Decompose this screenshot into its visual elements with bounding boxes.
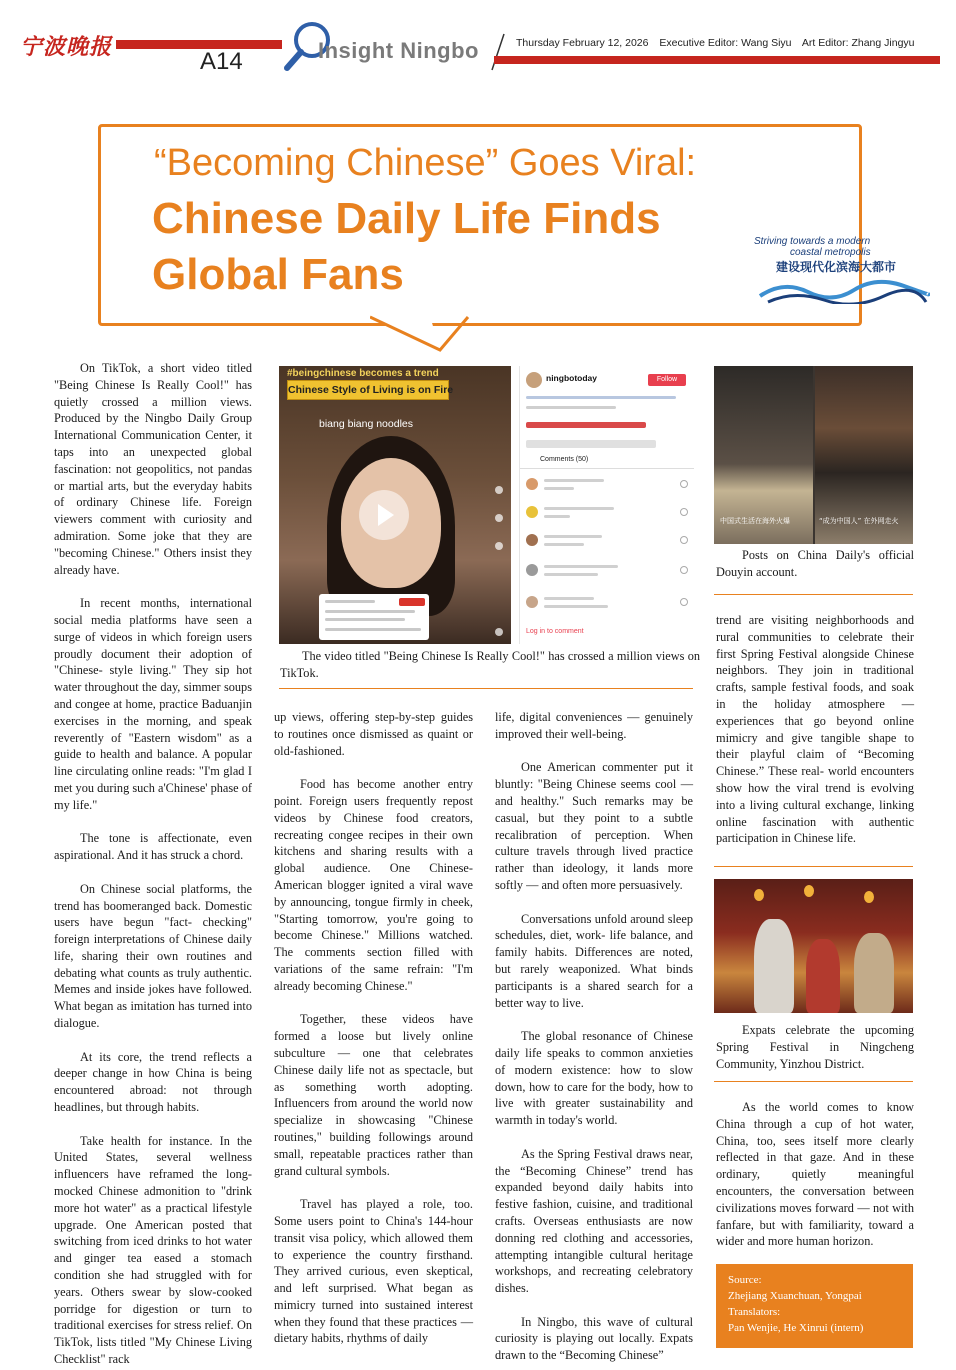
section-divider-slash bbox=[488, 32, 508, 72]
source-credits-box bbox=[716, 1264, 913, 1348]
video-hashtag: #beingchinese becomes a trend bbox=[287, 368, 439, 379]
headline-title-line1: Chinese Daily Life Finds bbox=[152, 194, 661, 243]
headline-kicker: “Becoming Chinese” Goes Viral: bbox=[154, 142, 697, 184]
spring-festival-caption: Expats celebrate the upcoming Spring Festival in Ningcheng Community, Yinzhou District. bbox=[716, 1023, 914, 1071]
paragraph: One American commenter put it bluntly: "Being Chinese seems cool — and healthy." Such remarks may be casual, but they point to a subtle recalibration of perception. When culture travels through lived practice rather than ideology, it lands more softly — and often more persuasively. bbox=[495, 760, 693, 892]
newspaper-logo: 宁波晚报 bbox=[16, 30, 116, 61]
paragraph: Travel has played a role, too. Some users point to China's 144-hour transit visa policy, which allowed them to experience the country firsthand. They arrived curious, even skeptical, and left surprised. What began as mimicry turned into sustained interest when they found that these practices — dietary habits, rhythms of daily bbox=[274, 1197, 473, 1346]
main-photo-caption: The video titled "Being Chinese Is Really Cool!" has crossed a million views on TikTok. bbox=[280, 649, 700, 680]
douyin-photo-caption: Posts on China Daily's official Douyin account. bbox=[716, 548, 914, 579]
douyin-post-right bbox=[815, 366, 913, 544]
video-subtitle: biang biang noodles bbox=[319, 418, 413, 430]
article-column-4-top bbox=[716, 612, 914, 847]
paragraph: In recent months, international social media platforms have seen a surge of videos in which foreign users proudly document their adoption of "Chinese- style living." They sip hot water throughout the day, simmer soups and congee at home, practice Baduanjin exercises in the morning, and speak reverently of "Eastern wisdom" as a guide to health and balance. A popular line circulating online reads: "I'm glad I met you during such a'Chinese' phase of my life." bbox=[54, 596, 252, 812]
slogan-chinese: 建设现代化滨海大都市 bbox=[776, 260, 897, 274]
article-column-3 bbox=[495, 709, 693, 1364]
card-follow-button bbox=[399, 598, 425, 606]
source-label: Source: bbox=[728, 1274, 762, 1286]
paragraph: The global resonance of Chinese daily life speaks to common anxieties of modern existence: how to slow down, how to care for the body, how to live with greater sustainability and warmth in today's world. bbox=[495, 1029, 693, 1128]
article-column-1 bbox=[54, 360, 252, 1368]
douyin-post-left-caption: 中国式生活在海外火爆 bbox=[720, 517, 790, 525]
paragraph: On Chinese social platforms, the trend has boomeranged back. Domestic users have begun "fact- checking" foreign interpretations of Chinese daily life, sharing their own routines and debating what counts as truly authentic. Memes and inside jokes have followed. What began as imitation has turned into dialogue. bbox=[54, 881, 252, 1031]
account-avatar bbox=[526, 372, 542, 388]
issue-date: Thursday February 12, 2026 bbox=[516, 37, 649, 49]
article-column-4-bottom bbox=[716, 1099, 914, 1250]
paragraph: As the world comes to know China through a cup of hot water, China, too, sees itself more clearly reflected in that gaze. And in these ordinary, quietly meaningful encounters, the conversation between civilizations moves forward — not with fanfare, but with familiarity, toward a wider and more human horizon. bbox=[716, 1100, 914, 1249]
paragraph: Food has become another entry point. Foreign users frequently repost videos by Chinese food creators, recreating congee recipes in their own kitchens and sharing results with a global audience. One Chinese- American blogger ignited a viral wave by announcing, tongue firmly in cheek, "Starting tomorrow, you're going to become Chinese." Millions watched. The comments section filled with variations of the same refrain: "I'm already becoming Chinese." bbox=[274, 777, 473, 993]
executive-editor: Executive Editor: Wang Siyu bbox=[659, 37, 792, 49]
paragraph: Together, these videos have formed a loose but lively online subculture — one that celebrates Chinese daily life not as spectacle, but as something worth adopting. Influencers from around the world now specialize in showcasing "Chinese routines," building followings around small, repeatable practices rather than grand cultural symbols. bbox=[274, 1012, 473, 1178]
page-number: A14 bbox=[200, 48, 243, 75]
tiktok-video-frame[interactable] bbox=[279, 366, 511, 644]
comment-row bbox=[526, 476, 688, 498]
translators-label: Translators: bbox=[728, 1306, 781, 1318]
right-rule-1 bbox=[714, 594, 913, 595]
video-comment-card bbox=[319, 594, 429, 640]
comment-row bbox=[526, 504, 688, 526]
section-title: Insight Ningbo bbox=[318, 38, 479, 63]
masthead bbox=[16, 28, 194, 62]
paragraph: In Ningbo, this wave of cultural curiosity is playing out locally. Expats drawn to the “Becoming Chinese” bbox=[495, 1314, 693, 1363]
paragraph: trend are visiting neighborhoods and rural communities to celebrate their first Spring Festival alongside Chinese neighbors. They join in traditional crafts, sample festival foods, and soak in the holiday atmosphere — experiences that go beyond online mimicry and give tangible shape to their playful claim of “Becoming Chinese.” These real- world encounters show how the viral trend is evolving into a living cultural exchange, linking online fascination with authentic participation in Chinese life. bbox=[716, 613, 914, 846]
comment-row bbox=[526, 532, 688, 554]
douyin-post-right-caption: “成为中国人” 在外网走火 bbox=[819, 517, 899, 525]
article-column-2 bbox=[274, 709, 473, 1347]
douyin-posts-photo bbox=[714, 366, 913, 544]
caption-rule bbox=[279, 688, 693, 689]
slogan-english-line1: Striving towards a modern bbox=[754, 236, 871, 247]
slogan-badge bbox=[754, 236, 934, 306]
translators-value: Pan Wenjie, He Xinrui (intern) bbox=[728, 1322, 864, 1334]
spring-festival-photo bbox=[714, 879, 913, 1013]
douyin-post-left bbox=[714, 366, 813, 544]
headline-title-line2: Global Fans bbox=[152, 250, 404, 299]
right-rule-2 bbox=[714, 866, 913, 867]
header-red-bar-right bbox=[494, 56, 940, 64]
comments-tabs bbox=[520, 454, 694, 469]
paragraph: At its core, the trend reflects a deeper change in how China is being encountered abroad: not through headlines, but through habits. bbox=[54, 1049, 252, 1115]
comment-row bbox=[526, 594, 688, 616]
paragraph: life, digital conveniences — genuinely improved their well-being. bbox=[495, 710, 693, 741]
paragraph: Take health for instance. In the United States, several wellness influencers have reframed the long-mocked Chinese admonition to "drink more hot water" as a practical lifestyle upgrade. One American posted that switching from iced drinks to hot water and ginger tea eased a stomach condition she had struggled with for years. Others swear by slow-cooked porridge for digestion or turn to traditional exercises for stress relief. On TikTok, lists titled "My Chinese Living Checklist" rack bbox=[54, 1133, 252, 1367]
paragraph: up views, offering step-by-step guides to routines once dismissed as quaint or old-fashioned. bbox=[274, 710, 473, 758]
wave-icon bbox=[754, 274, 930, 304]
comments-tab[interactable]: Comments (50) bbox=[540, 456, 589, 463]
video-banner: Chinese Style of Living is on Fire bbox=[287, 380, 449, 400]
main-photo bbox=[279, 366, 693, 644]
paragraph: As the Spring Festival draws near, the “Becoming Chinese” trend has expanded beyond daily habits into festive fashion, cuisine, and traditional crafts. Overseas enthusiasts are now donning red clothing and accessories, attempting intangible cultural heritage workshops, and recreating celebratory dishes. bbox=[495, 1146, 693, 1296]
paragraph: On TikTok, a short video titled "Being Chinese Is Really Cool!" has quietly crossed a million views. Produced by the Ningbo Daily Group International Communication Center, it taps into an unexpected global fascination: not geopolitics, not pandas or martial arts, but the everyday habits of ordinary Chinese life. Foreign viewers comment with curiosity and admiration. Some joke that they are "becoming Chinese." Others insist they already have. bbox=[54, 361, 252, 577]
source-value: Zhejiang Xuanchuan, Yongpai bbox=[728, 1290, 862, 1302]
tiktok-comments-panel bbox=[519, 366, 694, 644]
paragraph: The tone is affectionate, even aspirational. And it has struck a chord. bbox=[54, 831, 252, 863]
play-icon[interactable] bbox=[359, 490, 409, 540]
paragraph: Conversations unfold around sleep schedules, diet, work- life balance, and family habits. Differences are noted, but rarely weaponized. What binds participants is a shared search for a better way to live. bbox=[495, 911, 693, 1010]
speech-bubble-tail bbox=[370, 314, 480, 354]
right-rule-3 bbox=[714, 1081, 913, 1082]
follow-button[interactable]: Follow bbox=[648, 374, 686, 386]
login-to-comment[interactable]: Log in to comment bbox=[526, 628, 584, 635]
comment-row bbox=[526, 562, 688, 584]
account-name: ningbotoday bbox=[546, 373, 597, 383]
issue-info bbox=[516, 37, 923, 49]
slogan-english-line2: coastal metropolis bbox=[790, 247, 871, 258]
art-editor: Art Editor: Zhang Jingyu bbox=[801, 37, 915, 49]
